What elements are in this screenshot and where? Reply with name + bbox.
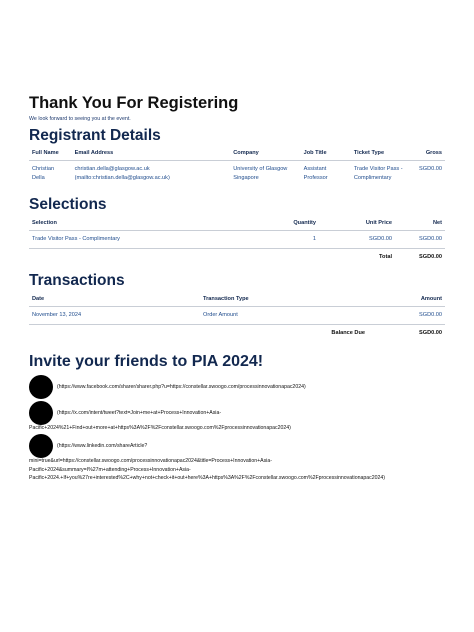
selections-heading: Selections bbox=[29, 196, 107, 213]
col-job-title: Job Title bbox=[301, 150, 351, 161]
table-header-row bbox=[29, 296, 445, 307]
intro-text: We look forward to seeing you at the event. bbox=[29, 116, 131, 122]
cell-gross: SGD0.00 bbox=[418, 166, 442, 172]
page-title: Thank You For Registering bbox=[29, 94, 239, 112]
cell-selection: Trade Visitor Pass - Complimentary bbox=[32, 236, 120, 242]
col-transaction-type: Transaction Type bbox=[200, 296, 326, 307]
x-share-link-line-2[interactable]: Pacific+2024%21+Find+out+more+at+https%3A%2F%2Fconstellar.swoogo.com%2Fprocessinnovationapac2024) bbox=[29, 425, 291, 431]
total-row bbox=[29, 248, 445, 263]
facebook-icon[interactable] bbox=[29, 375, 53, 399]
col-ticket-type: Ticket Type bbox=[351, 150, 416, 161]
linkedin-icon[interactable] bbox=[29, 434, 53, 458]
transactions-heading: Transactions bbox=[29, 272, 125, 289]
total-label: Total bbox=[319, 248, 395, 263]
cell-job-title bbox=[301, 161, 351, 185]
balance-value: SGD0.00 bbox=[326, 324, 445, 339]
facebook-share-link[interactable]: (https://www.facebook.com/sharer/sharer.php?u=https://constellar.swoogo.com/processinnovationapac2024) bbox=[57, 383, 306, 390]
facebook-share[interactable] bbox=[29, 375, 445, 399]
cell-date: November 13, 2024 bbox=[32, 312, 82, 318]
cell-ticket-type bbox=[351, 161, 416, 185]
total-value: SGD0.00 bbox=[395, 248, 445, 263]
registrant-heading: Registrant Details bbox=[29, 127, 161, 144]
name-last: Della bbox=[32, 174, 45, 181]
selections-table bbox=[29, 220, 445, 263]
share-links bbox=[29, 375, 445, 483]
col-gross: Gross bbox=[416, 150, 445, 161]
cell-quantity: 1 bbox=[312, 236, 316, 242]
confirmation-page bbox=[29, 94, 445, 483]
job-line-2: Professor bbox=[303, 174, 328, 181]
ticket-line-2: Complimentary bbox=[353, 174, 392, 181]
cell-company bbox=[230, 161, 300, 185]
cell-amount: SGD0.00 bbox=[418, 312, 442, 318]
ticket-line-1: Trade Visitor Pass - bbox=[353, 166, 403, 172]
table-header-row bbox=[29, 150, 445, 161]
table-header-row bbox=[29, 220, 445, 231]
invite-heading: Invite your friends to PIA 2024! bbox=[29, 353, 264, 370]
col-quantity: Quantity bbox=[275, 220, 319, 231]
linkedin-share-link-line-4[interactable]: Pacific+2024.+If+you%27re+interested%2C+why+not+check+it+out+here%3A+https%3A%2F%2Fconstellar.swoogo.com%2Fprocessinnovationapac2024) bbox=[29, 475, 385, 482]
name-first: Christian bbox=[32, 166, 55, 172]
email-mailto-link[interactable]: (mailto:christian.della@glasgow.ac.uk) bbox=[74, 174, 170, 181]
job-line-1: Assistant bbox=[303, 166, 327, 172]
col-date: Date bbox=[29, 296, 200, 307]
email-address: christian.della@glasgow.ac.uk bbox=[74, 166, 150, 172]
balance-label: Balance Due bbox=[331, 329, 365, 336]
col-amount: Amount bbox=[326, 296, 445, 307]
balance-label-cell bbox=[200, 324, 365, 339]
cell-unit-price: SGD0.00 bbox=[368, 236, 392, 242]
company-line-1: University of Glasgow bbox=[233, 166, 288, 172]
registrant-table bbox=[29, 150, 445, 184]
col-unit-price: Unit Price bbox=[319, 220, 395, 231]
table-row bbox=[29, 161, 445, 185]
linkedin-share-link-line-2[interactable]: mini=true&url=https://constellar.swoogo.com/processinnovationapac2024&title=Process+Innovation+Asia- bbox=[29, 458, 272, 465]
linkedin-share-link-line-1[interactable]: (https://www.linkedin.com/shareArticle? bbox=[57, 443, 148, 450]
balance-row bbox=[29, 324, 445, 339]
company-line-2: Singapore bbox=[233, 174, 259, 181]
transactions-table bbox=[29, 296, 445, 339]
cell-full-name bbox=[29, 161, 72, 185]
col-selection: Selection bbox=[29, 220, 275, 231]
col-company: Company bbox=[230, 150, 300, 161]
cell-transaction-type: Order Amount bbox=[203, 312, 238, 318]
col-net: Net bbox=[395, 220, 445, 231]
cell-email[interactable] bbox=[72, 161, 231, 185]
linkedin-share[interactable] bbox=[29, 434, 445, 458]
cell-net: SGD0.00 bbox=[418, 236, 442, 242]
x-share-link-line-1[interactable]: (https://x.com/intent/tweet?text=Join+me+at+Process+Innovation+Asia- bbox=[57, 409, 222, 416]
table-row bbox=[29, 307, 445, 325]
linkedin-share-link-line-3[interactable]: Pacific+2024&summary=I%27m+attending+Process+Innovation+Asia- bbox=[29, 466, 191, 473]
table-row bbox=[29, 231, 445, 249]
x-icon[interactable] bbox=[29, 401, 53, 425]
col-full-name: Full Name bbox=[29, 150, 72, 161]
x-share[interactable] bbox=[29, 401, 445, 425]
col-email: Email Address bbox=[72, 150, 231, 161]
